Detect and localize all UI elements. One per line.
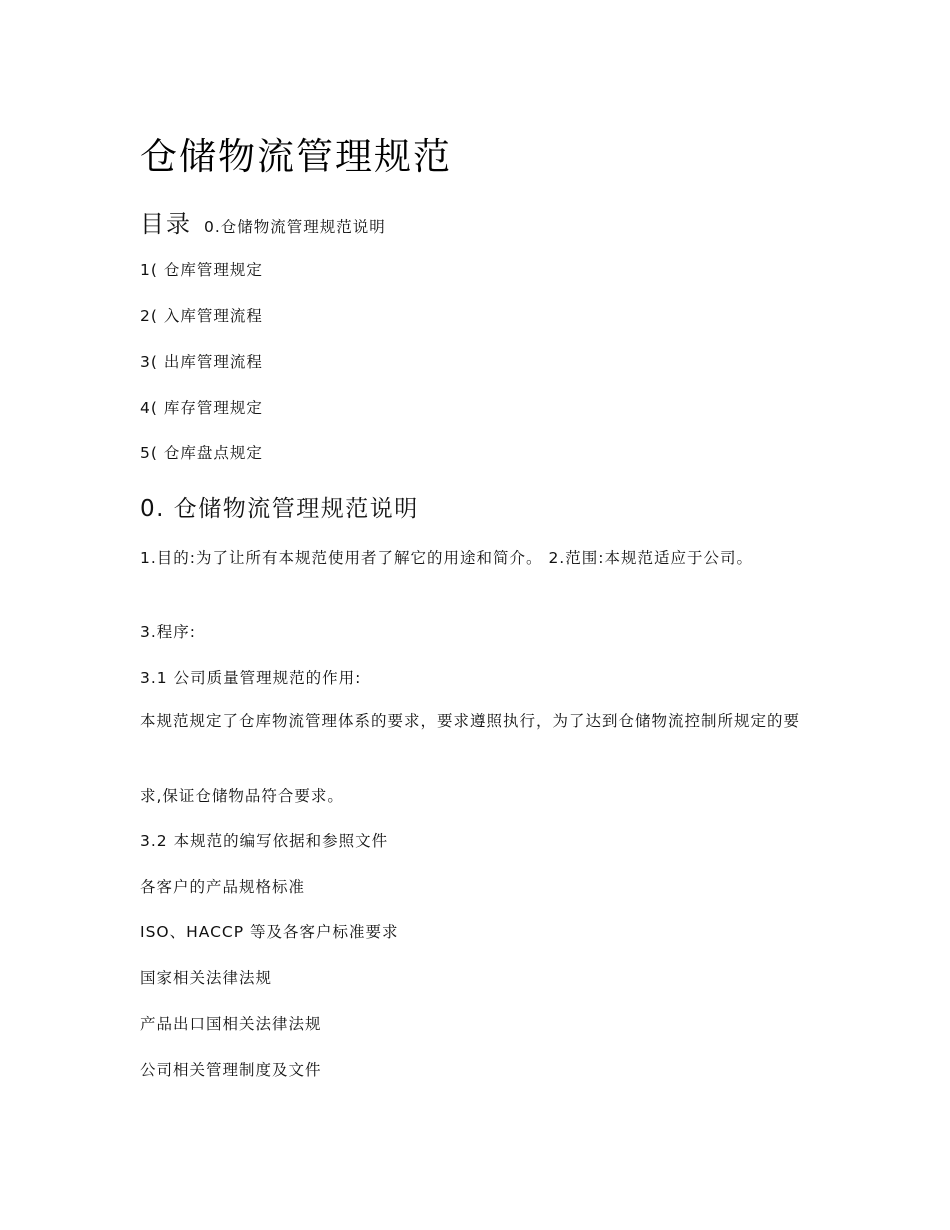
toc-entry-0: 0.仓储物流管理规范说明 <box>204 218 386 236</box>
reference-item: 各客户的产品规格标准 <box>140 878 306 896</box>
toc-entry-4: 4( 库存管理规定 <box>140 399 263 417</box>
toc-entry-2: 2( 入库管理流程 <box>140 307 263 325</box>
subsection-3-1: 3.1 公司质量管理规范的作用: <box>140 669 362 687</box>
paragraph-3-1-b: 求,保证仓储物品符合要求。 <box>140 787 344 805</box>
section-heading: 0. 仓储物流管理规范说明 <box>140 496 419 522</box>
document-title: 仓储物流管理规范 <box>140 135 452 178</box>
reference-item: 国家相关法律法规 <box>140 969 273 987</box>
reference-item: ISO、HACCP 等及各客户标准要求 <box>140 923 399 941</box>
toc-heading <box>140 204 386 239</box>
procedure-heading: 3.程序: <box>140 623 197 641</box>
reference-item: 公司相关管理制度及文件 <box>140 1061 322 1079</box>
subsection-3-2: 3.2 本规范的编写依据和参照文件 <box>140 832 389 850</box>
paragraph-3-1-a: 本规范规定了仓库物流管理体系的要求，要求遵照执行，为了达到仓储物流控制所规定的要 <box>140 712 801 730</box>
toc-entry-3: 3( 出库管理流程 <box>140 353 263 371</box>
purpose-scope-text: 1.目的:为了让所有本规范使用者了解它的用途和简介。 2.范围:本规范适应于公司。 <box>140 549 753 567</box>
toc-label: 目录 <box>140 210 192 238</box>
reference-item: 产品出口国相关法律法规 <box>140 1015 322 1033</box>
toc-entry-1: 1( 仓库管理规定 <box>140 261 263 279</box>
toc-entry-5: 5( 仓库盘点规定 <box>140 444 263 462</box>
